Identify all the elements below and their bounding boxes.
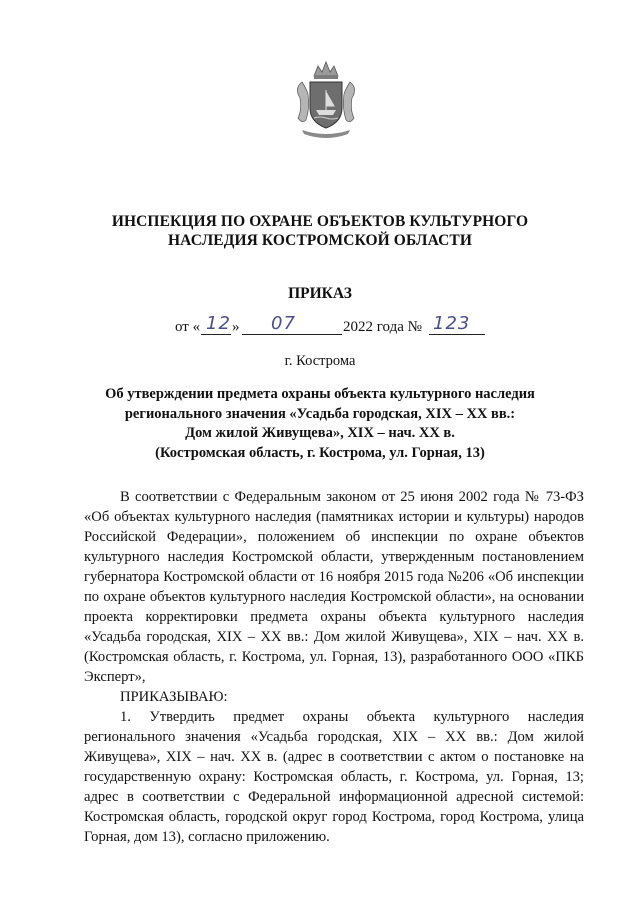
subject-line-2: регионального значения «Усадьба городская, XIX – XX вв.: <box>124 405 516 422</box>
handwritten-number: 123 <box>433 313 471 334</box>
day-underline <box>201 334 231 335</box>
coat-of-arms-emblem <box>290 58 362 140</box>
number-underline <box>429 334 485 335</box>
date-and-number-line <box>175 314 495 342</box>
subject-line-1: Об утверждении предмета охраны объекта культурного наследия <box>105 386 535 402</box>
order-body <box>84 487 584 847</box>
handwritten-month: 07 <box>271 313 296 334</box>
handwritten-day: 12 <box>206 313 231 334</box>
order-keyword: ПРИКАЗЫВАЮ: <box>120 689 228 705</box>
city: г. Кострома <box>284 353 356 369</box>
document-type: ПРИКАЗ <box>288 285 352 302</box>
order-subject <box>0 385 640 463</box>
organization-name <box>0 212 640 250</box>
preamble-paragraph: В соответствии с Федеральным законом от 25 июня 2002 года № 73-ФЗ «Об объектах культурного наследия (памятниках истории и культуры) народов Российской Федерации», положением об инспекции по охране объектов культурного наследия Костромской области, утвержденным постановлением губернатора Костромской области от 16 ноября 2015 года №206 «Об инспекции по охране объектов культурного наследия Костромской области», на основании проекта корректировки предмета охраны объекта культурного наследия «Усадьба городская, XIX – XX вв.: Дом жилой Живущева», XIX – нач. XX в. (Костромская область, г. Кострома, ул. Горная, 13), разработанного ООО «ПКБ Эксперт», <box>84 489 584 685</box>
month-underline <box>242 334 342 335</box>
year-and-number-label: 2022 года № <box>343 319 422 335</box>
organization-line-2: НАСЛЕДИЯ КОСТРОМСКОЙ ОБЛАСТИ <box>168 232 472 249</box>
date-prefix: от « <box>175 319 201 335</box>
date-quote-close: » <box>232 319 240 335</box>
subject-line-3: Дом жилой Живущева», XIX – нач. XX в. <box>185 425 455 441</box>
subject-line-4: (Костромская область, г. Кострома, ул. Горная, 13) <box>155 444 485 461</box>
organization-line-1: ИНСПЕКЦИЯ ПО ОХРАНЕ ОБЪЕКТОВ КУЛЬТУРНОГО <box>111 213 529 230</box>
order-item-1: 1. Утвердить предмет охраны объекта культурного наследия регионального значения «Усадьба городская, XIX – XX вв.: Дом жилой Живущева», XIX – нач. XX в. (адрес в соответствии с актом о постановке на государственную охрану: Костромская область, г. Кострома, ул. Горная, 13; адрес в соответствии с Федеральной информационной адресной системой: Костромская область, городской округ город Кострома, город Кострома, улица Горная, дом 13), согласно приложению. <box>84 709 584 845</box>
